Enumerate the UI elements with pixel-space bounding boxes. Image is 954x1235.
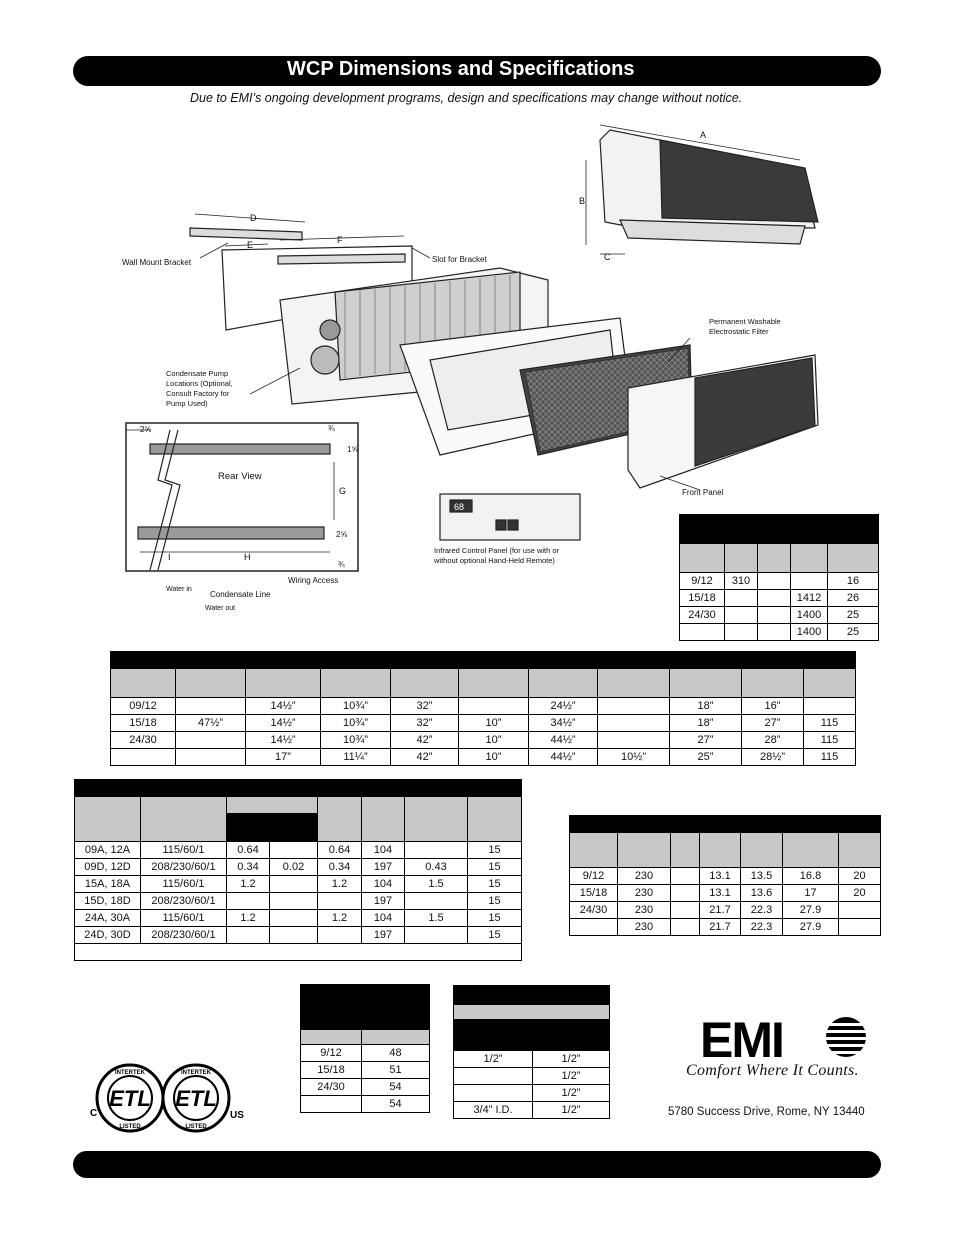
- infrared-label-1: Infrared Control Panel (for use with or: [434, 546, 560, 555]
- etl-mark-left: [90, 1065, 163, 1131]
- control-panel: [440, 494, 580, 540]
- table-row: 15/18 51: [301, 1062, 430, 1079]
- table-row: 15/18 1412 26: [680, 590, 879, 607]
- dim-3-4a-label: ¾: [328, 424, 335, 433]
- condensate-label-4: Pump Used): [166, 399, 208, 408]
- table-row: 15/18 47½” 14½” 10¾” 32” 10” 34½” 18” 27” 115: [111, 715, 856, 732]
- emi-globe-icon: [824, 1017, 868, 1057]
- small-spec-table: [679, 514, 879, 641]
- table-row: 230 21.7 22.3 27.9: [570, 919, 881, 936]
- etl-mark-right: [163, 1065, 244, 1131]
- water-out-label: Water out: [205, 605, 236, 612]
- wall-mount-bracket-label: Wall Mount Bracket: [122, 258, 192, 267]
- intertek-text-right: INTERTEK: [181, 1070, 211, 1076]
- dim-c-label: C: [604, 252, 611, 262]
- front-panel-label: Front Panel: [682, 488, 724, 497]
- slot-for-bracket-label: Slot for Bracket: [432, 255, 487, 264]
- table-row: 09/12 14½” 10¾” 32” 24½” 18” 16”: [111, 698, 856, 715]
- table-row: 9/12 48: [301, 1045, 430, 1062]
- dim-2-5-label: 2⅝: [140, 425, 152, 434]
- dim-h-label: H: [244, 552, 251, 562]
- dim-1-5-label: 1⅝: [347, 445, 359, 454]
- dim-f-label: F: [337, 235, 343, 245]
- table-row: 15A, 18A 115/60/1 1.2 1.2 104 1.5 15: [75, 876, 522, 893]
- table-row: 24/30 230 21.7 22.3 27.9: [570, 902, 881, 919]
- small-table-body: [680, 573, 879, 641]
- company-address: 5780 Success Drive, Rome, NY 13440: [668, 1106, 865, 1118]
- wiring-access-label: Wiring Access: [288, 576, 339, 585]
- table-row: 1400 25: [680, 624, 879, 641]
- page-title: WCP Dimensions and Specifications: [287, 58, 635, 80]
- electrical-table: [74, 779, 522, 961]
- etl-text-right: ETL: [175, 1086, 217, 1111]
- etl-text-left: ETL: [109, 1086, 151, 1111]
- listed-text-right: LISTED: [185, 1124, 207, 1130]
- condensate-label-1: Condensate Pump: [166, 369, 229, 378]
- table-row: 09D, 12D 208/230/60/1 0.34 0.02 0.34 197 0.43 15: [75, 859, 522, 876]
- us-suffix: US: [230, 1110, 244, 1121]
- etl-certification-marks: [90, 1058, 250, 1138]
- emi-logo: [700, 1015, 870, 1061]
- table-row: 24/30 54: [301, 1079, 430, 1096]
- intertek-text-left: INTERTEK: [115, 1070, 145, 1076]
- c-suffix: C: [90, 1108, 98, 1119]
- table-row: 3/4” I.D. 1/2”: [454, 1102, 610, 1119]
- filter-label-1: Permanent Washable: [709, 317, 781, 326]
- table-row: 24/30 14½” 10¾” 42” 10” 44½” 27” 28” 115: [111, 732, 856, 749]
- rear-view: [126, 423, 358, 571]
- table-row: 54: [301, 1096, 430, 1113]
- emi-brand-text: EMI: [700, 1015, 783, 1061]
- rear-view-label: Rear View: [218, 471, 262, 482]
- connection-table: [453, 985, 610, 1119]
- listed-text-left: LISTED: [119, 1124, 141, 1130]
- table-row: 24A, 30A 115/60/1 1.2 1.2 104 1.5 15: [75, 910, 522, 927]
- dim-g-label: G: [339, 486, 347, 496]
- table-row: 1/2” 1/2”: [454, 1051, 610, 1068]
- table-row: 9/12 310 16: [680, 573, 879, 590]
- table-row: 9/12 230 13.1 13.5 16.8 20: [570, 868, 881, 885]
- infrared-label-2: without optional Hand-Held Remote): [434, 556, 555, 565]
- condensate-line-label: Condensate Line: [210, 590, 271, 599]
- control-display-temp: 68: [454, 502, 465, 512]
- disclaimer: Due to EMI’s ongoing development programs, design and specifications may change without notice.: [190, 91, 743, 105]
- table-row: 1/2”: [454, 1068, 610, 1085]
- table-row: 24D, 30D 208/230/60/1 197 15: [75, 927, 522, 944]
- table-row: 15D, 18D 208/230/60/1 197 15: [75, 893, 522, 910]
- assembled-unit: [586, 125, 818, 254]
- dim-i-label: I: [168, 552, 171, 562]
- condensate-label-2: Locations (Optional,: [166, 379, 233, 388]
- table-row: 09A, 12A 115/60/1 0.64 0.64 104 15: [75, 842, 522, 859]
- performance-table: [569, 815, 881, 936]
- dim-e-label: E: [247, 240, 254, 250]
- dim-b-label: B: [579, 196, 586, 206]
- weight-table: [300, 984, 430, 1113]
- table-row: 17” 11¼” 42” 10” 44½” 10½” 25” 28½” 115: [111, 749, 856, 766]
- condensate-label-3: Consult Factory for: [166, 389, 230, 398]
- footer-bar: [73, 1151, 881, 1178]
- dim-a-label: A: [700, 130, 707, 140]
- table-row: 24/30 1400 25: [680, 607, 879, 624]
- dim-d-label: D: [250, 213, 257, 223]
- emi-tagline: Comfort Where It Counts.: [686, 1062, 859, 1079]
- filter-label-2: Electrostatic Filter: [709, 327, 769, 336]
- dimensions-table: [110, 651, 856, 766]
- water-in-label: Water in: [166, 586, 192, 593]
- table-row: 15/18 230 13.1 13.6 17 20: [570, 885, 881, 902]
- dim-3-4b-label: ¾: [338, 560, 345, 569]
- table-row: 1/2”: [454, 1085, 610, 1102]
- dim-2-3-label: 2⅝: [336, 530, 348, 539]
